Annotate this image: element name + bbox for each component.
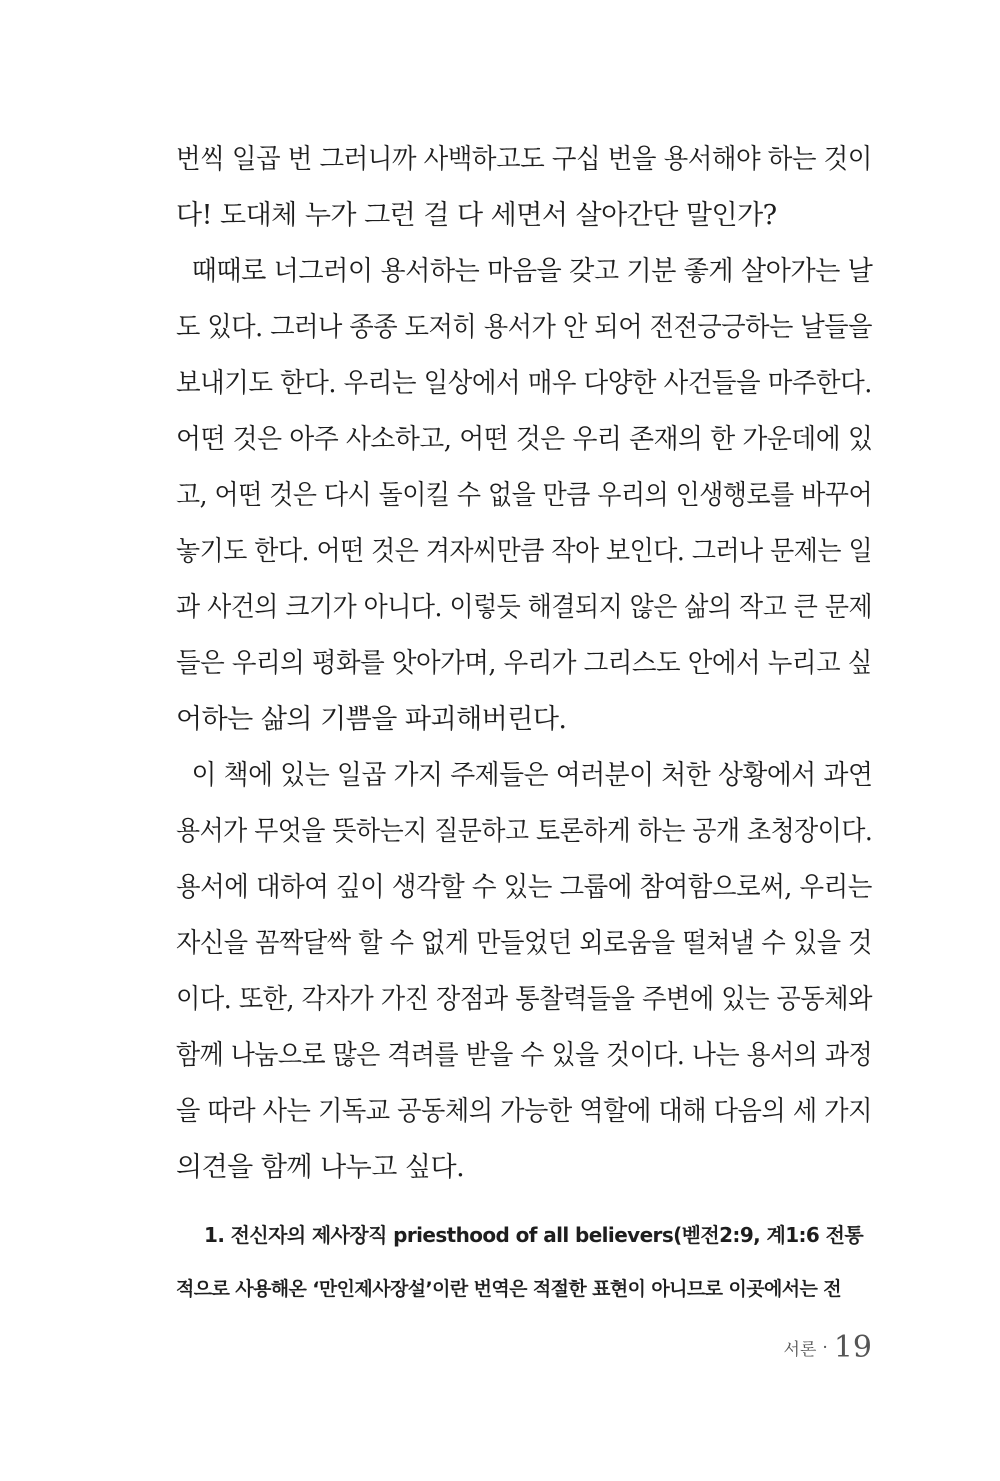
text-line bbox=[176, 300, 872, 356]
text-line bbox=[176, 636, 872, 692]
section-title: 서론 bbox=[783, 1340, 817, 1360]
footnote bbox=[176, 1215, 872, 1323]
text-line-content: 자신을 꼼짝달싹 할 수 없게 만들었던 외로움을 떨쳐낼 수 있을 것 bbox=[176, 928, 872, 959]
page-number: 19 bbox=[833, 1330, 872, 1365]
text-line-content: 도 있다. 그러나 종종 도저히 용서가 안 되어 전전긍긍하는 날들을 bbox=[176, 312, 872, 343]
text-line-content: 의견을 함께 나누고 싶다. bbox=[176, 1152, 465, 1183]
text-line-content: 때때로 너그러이 용서하는 마음을 갖고 기분 좋게 살아가는 날 bbox=[176, 256, 873, 287]
text-line bbox=[176, 1028, 872, 1084]
text-line bbox=[176, 692, 872, 748]
footer-separator: · bbox=[822, 1337, 828, 1358]
text-line bbox=[176, 412, 872, 468]
body-text bbox=[176, 132, 872, 1196]
footnote-line: 1. 전신자의 제사장직 priesthood of all believers(벧전2:9, 계1:6 전통 bbox=[204, 1223, 864, 1247]
text-line-content: 보내기도 한다. 우리는 일상에서 매우 다양한 사건들을 마주한다. bbox=[176, 368, 872, 399]
text-line bbox=[176, 748, 872, 804]
text-line-content: 들은 우리의 평화를 앗아가며, 우리가 그리스도 안에서 누리고 싶 bbox=[176, 648, 872, 679]
footnote-line: 적으로 사용해온 ‘만인제사장설’이란 번역은 적절한 표현이 아니므로 이곳에서는 전 bbox=[176, 1278, 841, 1300]
text-line-content: 어하는 삶의 기쁨을 파괴해버린다. bbox=[176, 704, 567, 735]
text-line-content: 번씩 일곱 번 그러니까 사백하고도 구십 번을 용서해야 하는 것이 bbox=[176, 144, 872, 175]
page-footer bbox=[784, 1330, 872, 1365]
text-line-content: 이다. 또한, 각자가 가진 장점과 통찰력들을 주변에 있는 공동체와 bbox=[176, 984, 872, 1015]
text-line bbox=[176, 972, 872, 1028]
text-line-content: 용서에 대하여 깊이 생각할 수 있는 그룹에 참여함으로써, 우리는 bbox=[176, 872, 872, 903]
text-line-content: 함께 나눔으로 많은 격려를 받을 수 있을 것이다. 나는 용서의 과정 bbox=[176, 1040, 873, 1071]
text-line-content: 을 따라 사는 기독교 공동체의 가능한 역할에 대해 다음의 세 가지 bbox=[176, 1096, 872, 1127]
text-line-content: 고, 어떤 것은 다시 돌이킬 수 없을 만큼 우리의 인생행로를 바꾸어 bbox=[176, 480, 873, 511]
text-line bbox=[176, 860, 872, 916]
text-line bbox=[176, 356, 872, 412]
text-line bbox=[176, 524, 872, 580]
text-line-content: 놓기도 한다. 어떤 것은 겨자씨만큼 작아 보인다. 그러나 문제는 일 bbox=[176, 536, 873, 567]
text-line bbox=[176, 580, 872, 636]
text-line-content: 용서가 무엇을 뜻하는지 질문하고 토론하게 하는 공개 초청장이다. bbox=[176, 816, 873, 847]
text-line bbox=[176, 1084, 872, 1140]
text-line-content: 어떤 것은 아주 사소하고, 어떤 것은 우리 존재의 한 가운데에 있 bbox=[176, 424, 873, 455]
text-line bbox=[176, 132, 872, 188]
text-line bbox=[176, 804, 872, 860]
text-line bbox=[176, 1140, 872, 1196]
text-line bbox=[176, 188, 872, 244]
text-line bbox=[176, 916, 872, 972]
text-line-content: 다! 도대체 누가 그런 걸 다 세면서 살아간단 말인가? bbox=[176, 200, 777, 231]
text-line bbox=[176, 244, 872, 300]
text-line-content: 이 책에 있는 일곱 가지 주제들은 여러분이 처한 상황에서 과연 bbox=[176, 760, 873, 791]
text-line-content: 과 사건의 크기가 아니다. 이렇듯 해결되지 않은 삶의 작고 큰 문제 bbox=[176, 592, 873, 623]
text-line bbox=[176, 468, 872, 524]
